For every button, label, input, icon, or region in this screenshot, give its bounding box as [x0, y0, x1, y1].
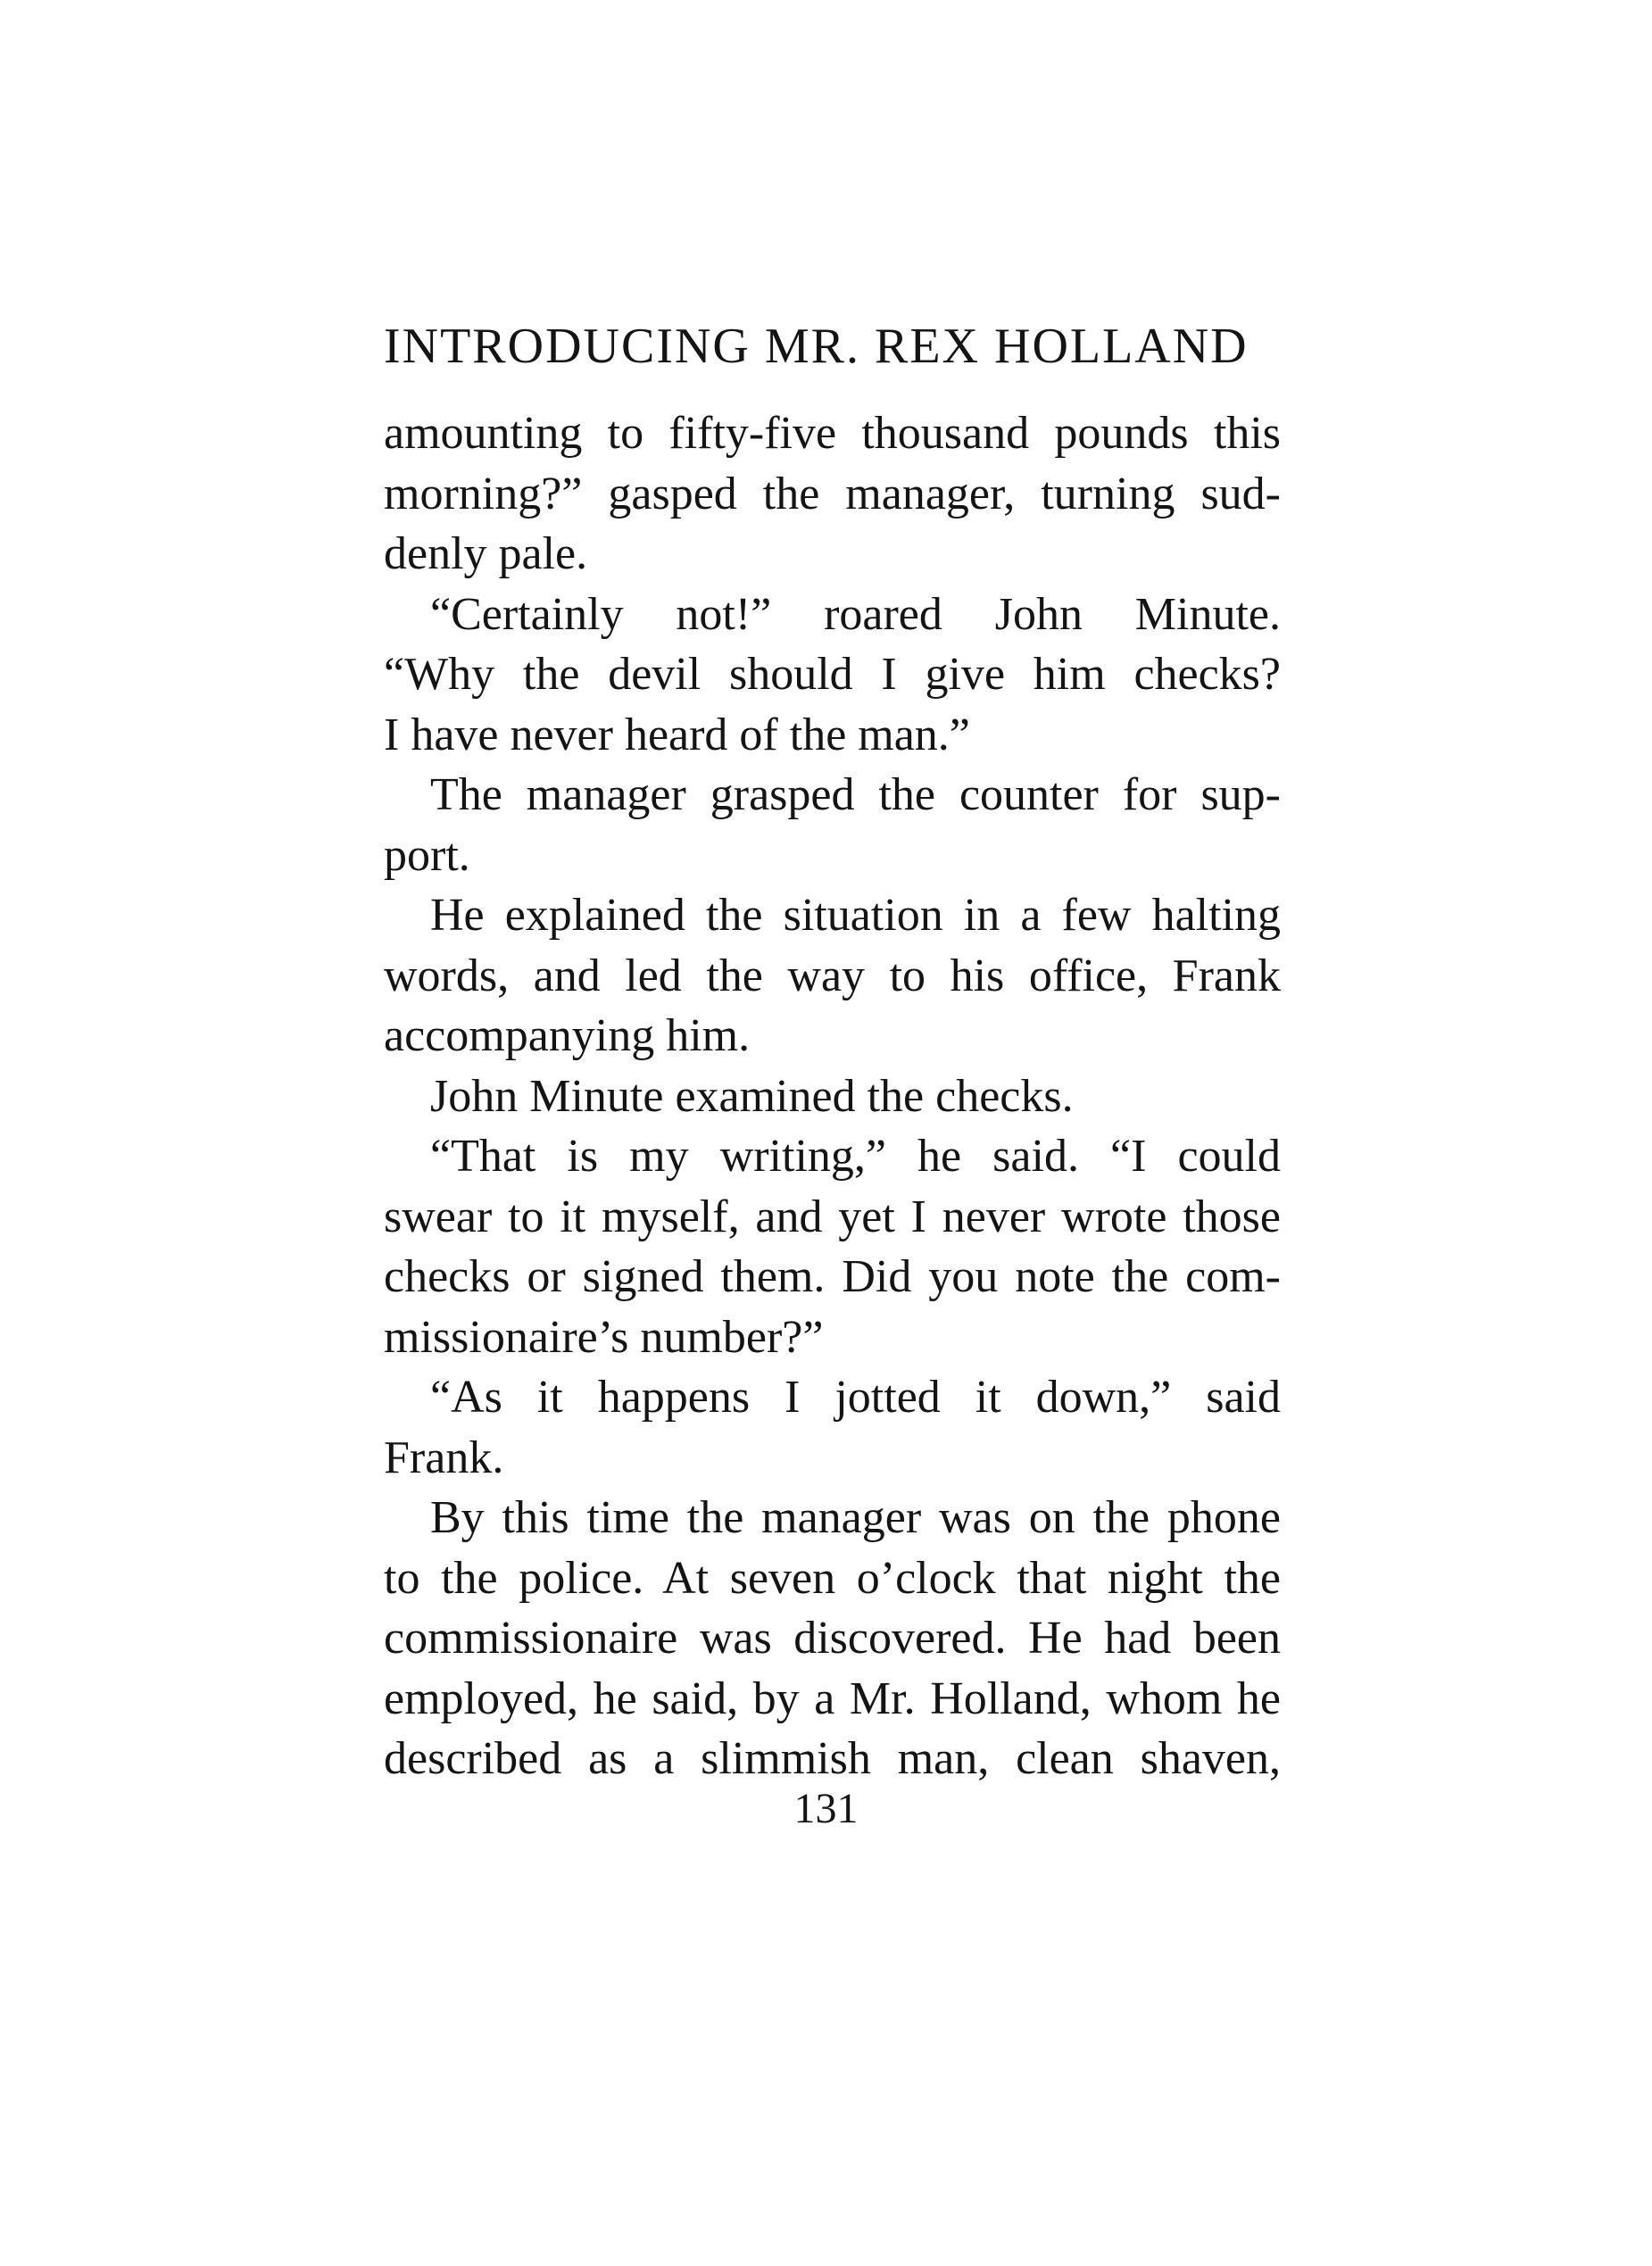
text-line: missionaire’s number?” — [384, 1311, 824, 1363]
text-line: He explained the situation in a few halting — [430, 890, 1281, 941]
text-line: swear to it myself, and yet I never wrote those — [384, 1191, 1281, 1242]
text-line: employed, he said, by a Mr. Holland, whom he — [384, 1673, 1281, 1724]
text-line: amounting to fifty-five thousand pounds this — [384, 408, 1281, 459]
text-line: to the police. At seven o’clock that night the — [384, 1552, 1281, 1604]
text-line: described as a slimmish man, clean shaven, — [384, 1733, 1281, 1784]
text-line: “As it happens I jotted it down,” said — [430, 1372, 1281, 1423]
text-line: morning?” gasped the manager, turning sud- — [384, 468, 1281, 519]
text-line: John Minute examined the checks. — [430, 1070, 1074, 1122]
text-line: Frank. — [384, 1432, 504, 1483]
text-line: denly pale. — [384, 528, 588, 579]
text-line: “Certainly not!” roared John Minute. — [430, 588, 1281, 640]
text-line: words, and led the way to his office, Frank — [384, 950, 1281, 1001]
running-head: INTRODUCING MR. REX HOLLAND — [384, 319, 1249, 374]
text-line: “Why the devil should I give him checks? — [384, 649, 1281, 700]
text-line: port. — [384, 829, 470, 881]
text-line: The manager grasped the counter for sup- — [430, 769, 1281, 820]
text-line: checks or signed them. Did you note the com- — [384, 1251, 1281, 1302]
text-line: I have never heard of the man.” — [384, 709, 970, 760]
text-line: commissionaire was discovered. He had been — [384, 1613, 1281, 1664]
text-line: “That is my writing,” he said. “I could — [430, 1131, 1281, 1182]
body-text — [384, 403, 1281, 1789]
text-line: accompanying him. — [384, 1010, 751, 1061]
page-number: 131 — [793, 1785, 859, 1832]
text-line: By this time the manager was on the phone — [430, 1492, 1281, 1543]
